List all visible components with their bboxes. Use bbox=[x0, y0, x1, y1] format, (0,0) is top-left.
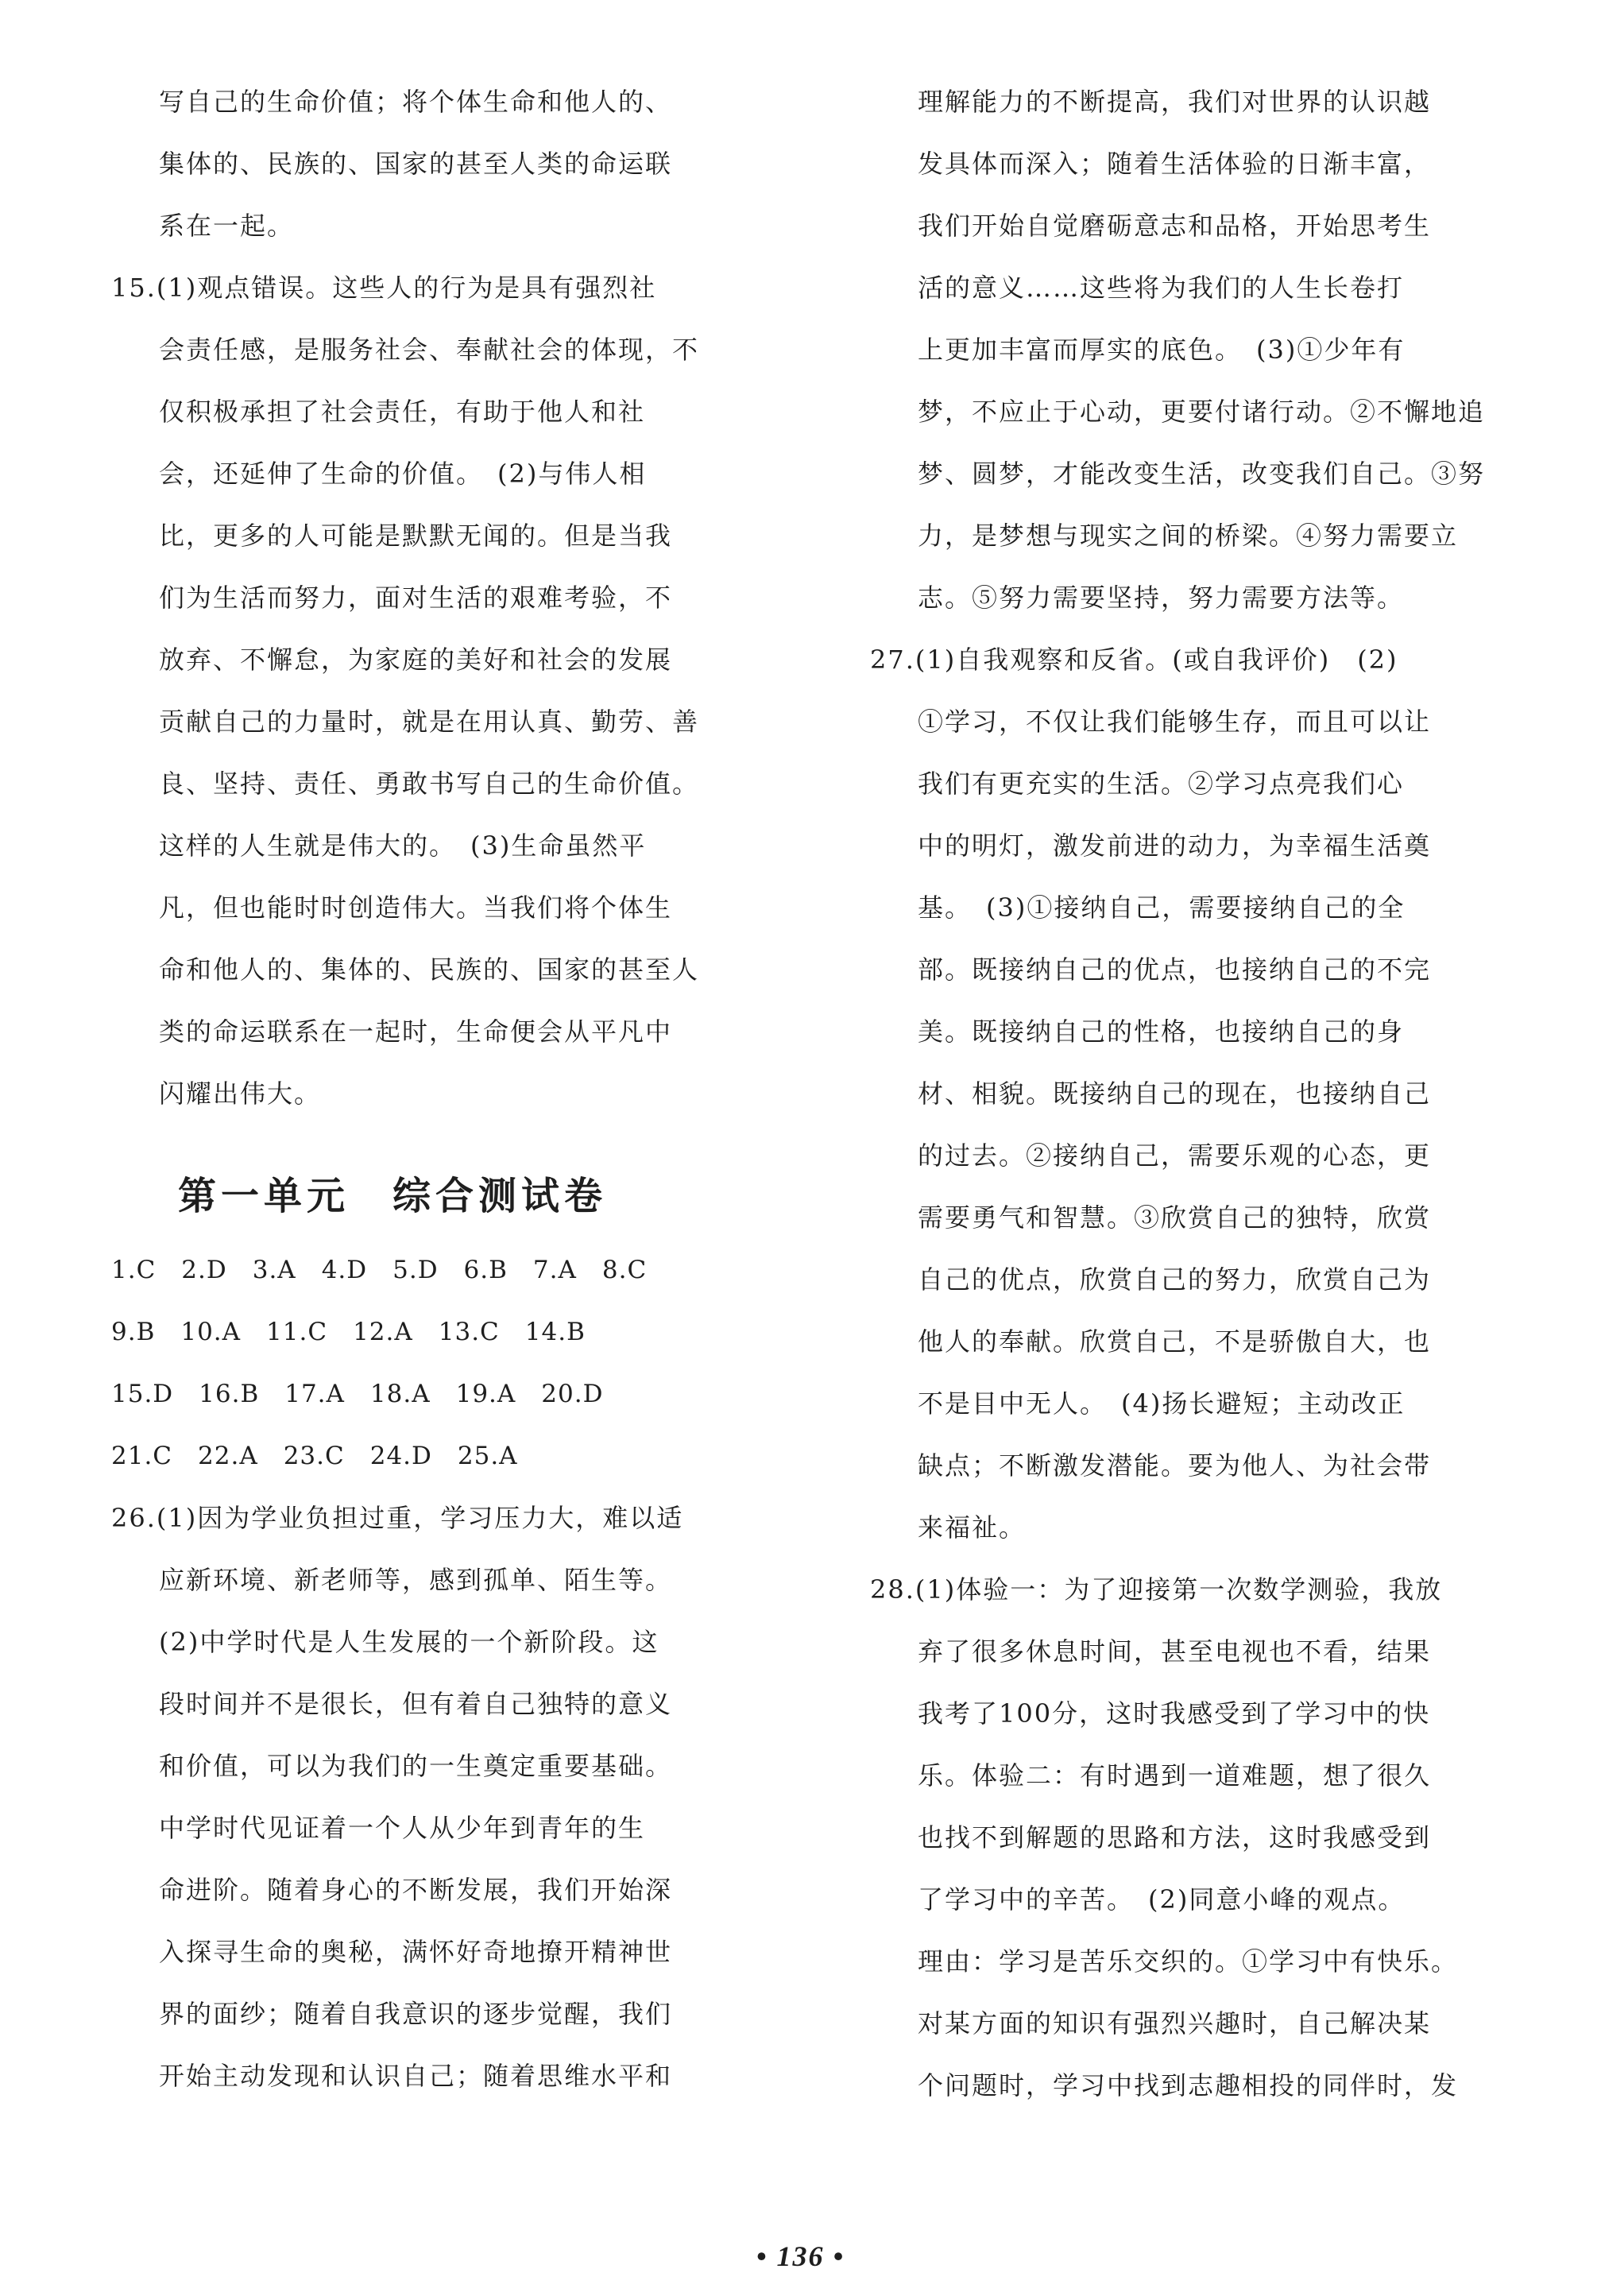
spacer bbox=[111, 1133, 723, 1144]
text-line: 部。既接纳自己的优点，也接纳自己的不完 bbox=[918, 954, 1432, 985]
text-line: 中的明灯，激发前进的动力，为幸福生活奠 bbox=[918, 831, 1432, 861]
text-line: 不是目中无人。 (4)扬长避短；主动改正 bbox=[918, 1388, 1406, 1419]
text-line: 这样的人生就是伟大的。 (3)生命虽然平 bbox=[159, 831, 647, 861]
question-number-line: 15.(1)观点错误。这些人的行为是具有强烈社 bbox=[111, 273, 657, 303]
text-line: 的过去。②接纳自己，需要乐观的心态，更 bbox=[918, 1140, 1432, 1171]
text-line: 中学时代见证着一个人从少年到青年的生 bbox=[159, 1813, 646, 1843]
text-line: 系在一起。 bbox=[159, 211, 295, 241]
text-line: 乐。体验二：有时遇到一道难题，想了很久 bbox=[918, 1760, 1432, 1791]
text-line: 良、坚持、责任、勇敢书写自己的生命价值。 bbox=[159, 769, 700, 799]
text-line: 理由：学习是苦乐交织的。①学习中有快乐。 bbox=[918, 1946, 1459, 1977]
text-line: 基。 (3)①接纳自己，需要接纳自己的全 bbox=[918, 892, 1406, 923]
text-line: 需要勇气和智慧。③欣赏自己的独特，欣赏 bbox=[918, 1202, 1432, 1233]
question-number-line: 26.(1)因为学业负担过重，学习压力大，难以适 bbox=[111, 1503, 684, 1533]
answer-row: 15.D 16.B 17.A 18.A 19.A 20.D bbox=[111, 1380, 604, 1408]
text-line: 我考了100分，这时我感受到了学习中的快 bbox=[918, 1698, 1431, 1729]
answer-row: 21.C 22.A 23.C 24.D 25.A bbox=[111, 1442, 518, 1470]
text-line: 会责任感，是服务社会、奉献社会的体现，不 bbox=[159, 335, 700, 365]
answer-28 bbox=[870, 1567, 1482, 2125]
text-line: 集体的、民族的、国家的甚至人类的命运联 bbox=[159, 149, 673, 179]
answer-27 bbox=[870, 637, 1482, 1567]
text-line: 力，是梦想与现实之间的桥梁。④努力需要立 bbox=[918, 521, 1459, 551]
text-line: 发具体而深入；随着生活体验的日渐丰富， bbox=[918, 149, 1432, 179]
text-line: 美。既接纳自己的性格，也接纳自己的身 bbox=[918, 1016, 1405, 1047]
text-line: 写自己的生命价值；将个体生命和他人的、 bbox=[159, 87, 673, 117]
intro-paragraph bbox=[111, 79, 723, 265]
text-line: 志。⑤努力需要坚持，努力需要方法等。 bbox=[918, 583, 1405, 613]
text-line: 梦，不应止于心动，更要付诸行动。②不懈地追 bbox=[918, 397, 1486, 427]
text-line: 比，更多的人可能是默默无闻的。但是当我 bbox=[159, 521, 673, 551]
question-number-line: 28.(1)体验一：为了迎接第一次数学测验，我放 bbox=[870, 1574, 1443, 1605]
right-column bbox=[870, 79, 1486, 2125]
text-line: (2)中学时代是人生发展的一个新阶段。这 bbox=[159, 1627, 659, 1657]
text-line: 我们有更充实的生活。②学习点亮我们心 bbox=[918, 769, 1405, 799]
text-line: 来福祉。 bbox=[918, 1512, 1027, 1543]
text-line: 他人的奉献。欣赏自己，不是骄傲自大，也 bbox=[918, 1326, 1432, 1357]
text-line: 也找不到解题的思路和方法，这时我感受到 bbox=[918, 1822, 1432, 1853]
text-line: 个问题时，学习中找到志趣相投的同伴时，发 bbox=[918, 2070, 1459, 2100]
text-line: 开始主动发现和认识自己；随着思维水平和 bbox=[159, 2061, 673, 2091]
question-number-line: 27.(1)自我观察和反省。(或自我评价) (2) bbox=[870, 645, 1398, 675]
text-line: 凡，但也能时时创造伟大。当我们将个体生 bbox=[159, 892, 673, 923]
text-line: 命和他人的、集体的、民族的、国家的甚至人 bbox=[159, 954, 700, 985]
text-line: 仅积极承担了社会责任，有助于他人和社 bbox=[159, 397, 646, 427]
text-line: 界的面纱；随着自我意识的逐步觉醒，我们 bbox=[159, 1999, 673, 2029]
text-line: 梦、圆梦，才能改变生活，改变我们自己。③努 bbox=[918, 459, 1486, 489]
text-line: 对某方面的知识有强烈兴趣时，自己解决某 bbox=[918, 2008, 1432, 2039]
text-line: 活的意义……这些将为我们的人生长卷打 bbox=[918, 273, 1405, 303]
text-line: 我们开始自觉磨砺意志和品格，开始思考生 bbox=[918, 211, 1432, 241]
text-line: 和价值，可以为我们的一生奠定重要基础。 bbox=[159, 1751, 673, 1781]
text-line: 材、相貌。既接纳自己的现在，也接纳自己 bbox=[918, 1078, 1432, 1109]
text-line: 缺点；不断激发潜能。要为他人、为社会带 bbox=[918, 1450, 1432, 1481]
text-line: 会，还延伸了生命的价值。 (2)与伟人相 bbox=[159, 459, 647, 489]
text-line: 了学习中的辛苦。 (2)同意小峰的观点。 bbox=[918, 1884, 1406, 1915]
answer-row: 9.B 10.A 11.C 12.A 13.C 14.B bbox=[111, 1318, 586, 1346]
text-line: 入探寻生命的奥秘，满怀好奇地撩开精神世 bbox=[159, 1937, 673, 1967]
text-line: 类的命运联系在一起时，生命便会从平凡中 bbox=[159, 1016, 673, 1047]
text-line: 弃了很多休息时间，甚至电视也不看，结果 bbox=[918, 1636, 1432, 1667]
text-line: ①学习，不仅让我们能够生存，而且可以让 bbox=[918, 707, 1432, 737]
answer-26-continued bbox=[870, 79, 1486, 637]
text-line: 自己的优点，欣赏自己的努力，欣赏自己为 bbox=[918, 1264, 1432, 1295]
answer-26 bbox=[111, 1496, 723, 2116]
text-line: 命进阶。随着身心的不断发展，我们开始深 bbox=[159, 1875, 673, 1905]
text-line: 应新环境、新老师等，感到孤单、陌生等。 bbox=[159, 1565, 673, 1595]
section-title: 第一单元 综合测试卷 bbox=[178, 1174, 608, 1218]
text-line: 们为生活而努力，面对生活的艰难考验，不 bbox=[159, 583, 673, 613]
text-line: 贡献自己的力量时，就是在用认真、勤劳、善 bbox=[159, 707, 700, 737]
answer-15 bbox=[111, 265, 723, 1133]
answer-row: 1.C 2.D 3.A 4.D 5.D 6.B 7.A 8.C bbox=[111, 1256, 648, 1284]
text-line: 上更加丰富而厚实的底色。 (3)①少年有 bbox=[918, 335, 1406, 365]
text-line: 闪耀出伟大。 bbox=[159, 1078, 322, 1109]
multiple-choice-answers bbox=[111, 1248, 723, 1496]
page-number: • 136 • bbox=[756, 2240, 845, 2272]
left-column bbox=[111, 79, 723, 2116]
text-line: 段时间并不是很长，但有着自己独特的意义 bbox=[159, 1689, 673, 1719]
text-line: 放弃、不懈怠，为家庭的美好和社会的发展 bbox=[159, 645, 673, 675]
text-line: 理解能力的不断提高，我们对世界的认识越 bbox=[918, 87, 1432, 117]
